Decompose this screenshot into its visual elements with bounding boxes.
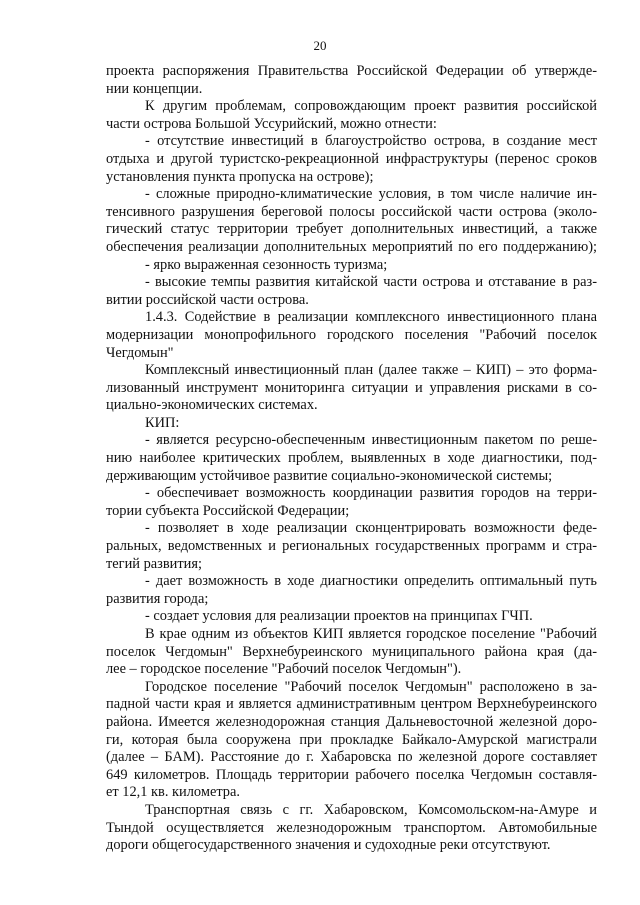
text-line: Комплексный инвестиционный план (далее также – КИП) – это форма- bbox=[145, 362, 597, 379]
text-line: района. Имеется железнодорожная станция Дальневосточной железной доро- bbox=[106, 713, 597, 730]
text-line: - высокие темпы развития китайской части острова и отставание в раз- bbox=[145, 274, 597, 291]
text-line: тегий развития; bbox=[106, 555, 202, 572]
text-line: дороги общегосударственного значения и судоходные реки отсутствуют. bbox=[106, 837, 551, 854]
text-line: В крае одним из объектов КИП является городское поселение "Рабочий bbox=[145, 626, 597, 642]
text-line: падной части края и является административным центром Верхнебуреинского bbox=[106, 696, 597, 713]
text-line: ги, которая была сооружена при прокладке Байкало-Амурской магистрали bbox=[106, 731, 597, 748]
page-number: 20 bbox=[313, 38, 327, 53]
text-line: К другим проблемам, сопровождающим проект развития российской bbox=[145, 98, 597, 115]
text-line: - позволяет в ходе реализации сконцентрировать возможности феде- bbox=[145, 520, 597, 537]
text-line: (далее – БАМ). Расстояние до г. Хабаровска по железной дороге составляет bbox=[106, 749, 597, 766]
text-line: Транспортная связь с гг. Хабаровском, Комсомольском-на-Амуре и bbox=[145, 801, 597, 818]
text-line: - создает условия для реализации проектов на принципах ГЧП. bbox=[145, 608, 533, 625]
text-line: тории субъекта Российской Федерации; bbox=[106, 502, 350, 519]
text-line: держивающим устойчивое развитие социально-экономической системы; bbox=[106, 467, 553, 484]
body-text bbox=[106, 63, 597, 855]
text-line: циально-экономических системах. bbox=[106, 397, 318, 414]
text-line: - является ресурсно-обеспеченным инвестиционным пакетом по реше- bbox=[145, 432, 597, 449]
text-line: КИП: bbox=[145, 414, 180, 431]
text-line: обеспечения реализации дополнительных мероприятий по его поддержанию); bbox=[106, 238, 597, 255]
text-line: Тындой осуществляется железнодорожным транспортом. Автомобильные bbox=[106, 819, 597, 836]
text-line: витии российской части острова. bbox=[106, 291, 309, 308]
text-line: ральных, ведомственных и региональных государственных программ и стра- bbox=[106, 538, 597, 555]
text-line: проекта распоряжения Правительства Российской Федерации об утвержде- bbox=[106, 63, 597, 79]
text-line: - ярко выраженная сезонность туризма; bbox=[145, 256, 388, 273]
text-line: лее – городское поселение "Рабочий поселок Чегдомын"). bbox=[106, 661, 462, 678]
text-line: развития города; bbox=[106, 590, 209, 607]
text-line: поселок Чегдомын" Верхнебуреинского муниципального района края (да- bbox=[106, 643, 597, 660]
text-line: 1.4.3. Содействие в реализации комплексного инвестиционного плана bbox=[145, 309, 597, 326]
text-line: отдыха и другой туристско-рекреационной инфраструктуры (перенос сроков bbox=[106, 150, 597, 167]
text-line: гический статус территории требует дополнительных инвестиций, а также bbox=[106, 221, 597, 238]
text-line: 649 километров. Площадь территории рабочего поселка Чегдомын составля- bbox=[106, 766, 597, 783]
text-line: нии концепции. bbox=[106, 80, 203, 97]
text-line: ет 12,1 кв. километра. bbox=[106, 784, 240, 801]
text-line: Городское поселение "Рабочий поселок Чегдомын" расположено в за- bbox=[145, 678, 597, 695]
text-line: - отсутствие инвестиций в благоустройство острова, в создание мест bbox=[145, 133, 597, 150]
text-line: Чегдомын" bbox=[106, 344, 174, 361]
text-line: модернизации монопрофильного городского поселения "Рабочий поселок bbox=[106, 326, 597, 343]
text-line: части острова Большой Уссурийский, можно отнести: bbox=[106, 115, 437, 132]
text-line: лизованный инструмент мониторинга ситуации и управления рисками в со- bbox=[106, 379, 597, 396]
text-line: - сложные природно-климатические условия, в том числе наличие ин- bbox=[145, 186, 597, 203]
text-line: - дает возможность в ходе диагностики определить оптимальный путь bbox=[145, 573, 597, 590]
text-line: тенсивного разрушения береговой полосы российской части острова (эколо- bbox=[106, 203, 597, 220]
text-line: нию наиболее критических проблем, выявленных в ходе диагностики, под- bbox=[106, 450, 597, 467]
text-line: установления пункта пропуска на острове); bbox=[106, 168, 374, 185]
text-line: - обеспечивает возможность координации развития городов на терри- bbox=[145, 485, 597, 502]
